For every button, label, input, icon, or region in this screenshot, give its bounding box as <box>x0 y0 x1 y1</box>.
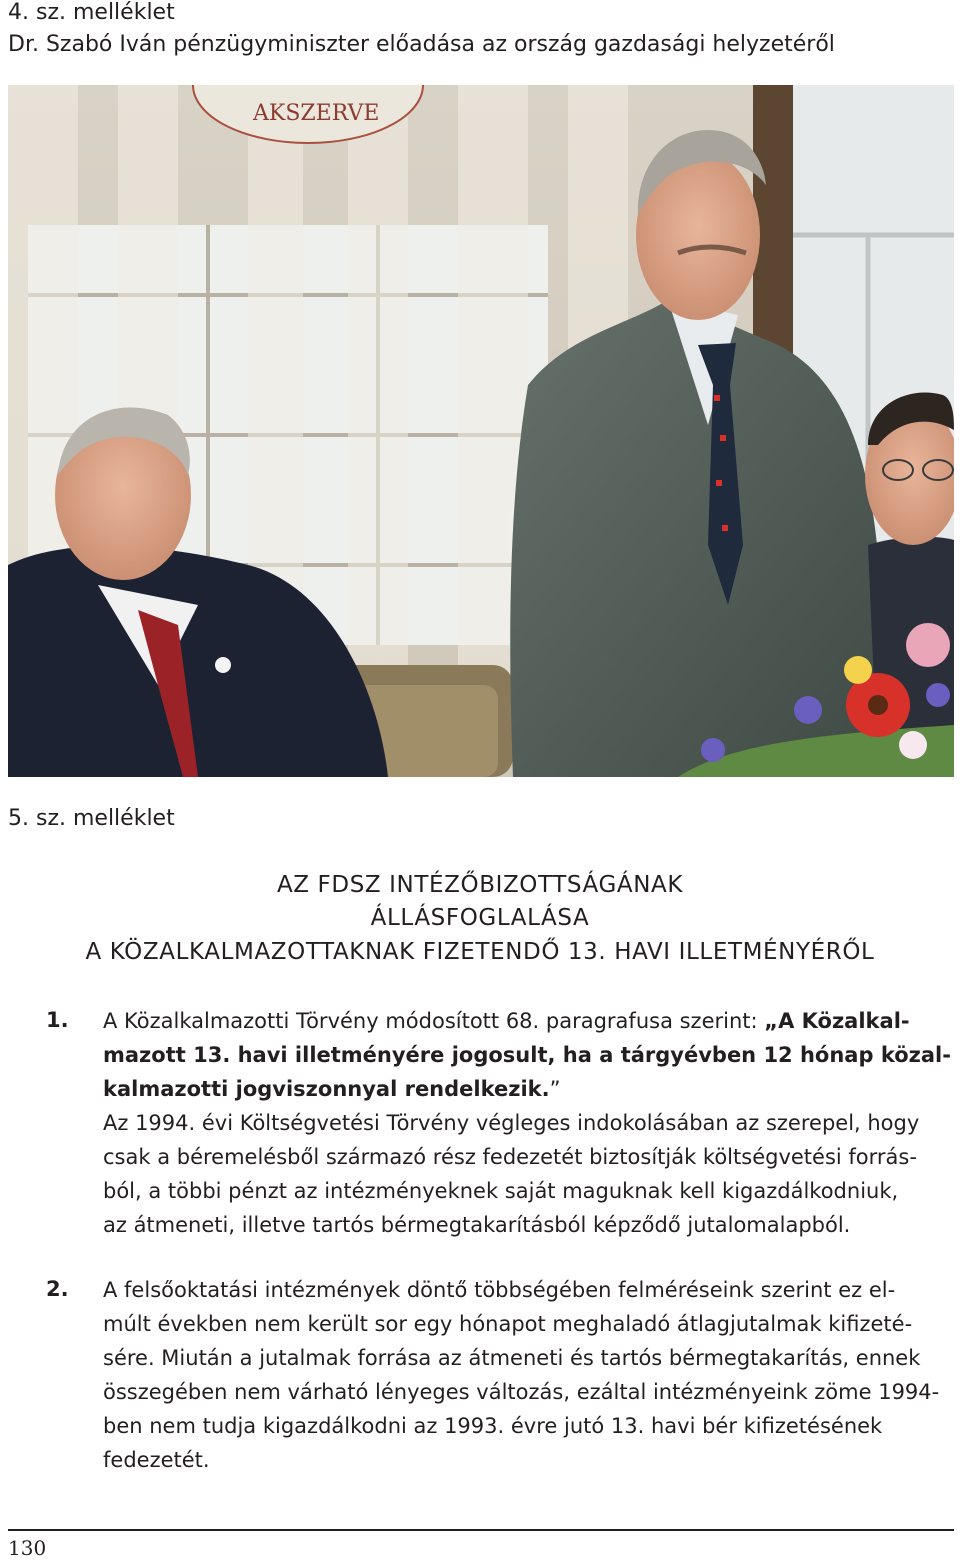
item-1-line-1 <box>103 1004 953 1038</box>
item-2-line-5: ben nem tudja kigazdálkodni az 1993. évre jutó 13. havi bér kifizetésének <box>103 1414 883 1438</box>
item-2-line-2: múlt években nem került sor egy hónapot meghaladó átlagjutalmak kifizeté- <box>103 1312 913 1336</box>
speech-photo <box>8 85 954 777</box>
document-heading-line-3: A KÖZALKALMAZOTTAKNAK FIZETENDŐ 13. HAVI ILLETMÉNYÉRŐL <box>85 939 875 965</box>
item-1-line-3-bold: kalmazotti jogviszonnyal rendelkezik. <box>103 1077 550 1101</box>
document-heading-line-1: AZ FDSZ INTÉZŐBIZOTTSÁGÁNAK <box>276 872 684 898</box>
item-1-line-1-plain: A Közalkalmazotti Törvény módosított 68. paragrafusa szerint: <box>103 1009 765 1033</box>
item-1-line-7: az átmeneti, illetve tartós bérmegtakarításból képződő jutalomalapból. <box>103 1213 851 1237</box>
item-1-number: 1. <box>46 1008 69 1032</box>
item-1-paragraph <box>103 1004 953 1242</box>
item-1-quote-end: ” <box>549 1077 561 1101</box>
item-2-paragraph <box>103 1273 953 1477</box>
item-2-line-3: sére. Miután a jutalmak forrása az átmeneti és tartós bérmegtakarítás, ennek <box>103 1346 921 1370</box>
annex-4-label: 4. sz. melléklet <box>8 0 175 25</box>
item-1-line-2: mazott 13. havi illetményére jogosult, ha a tárgyévben 12 hónap közal- <box>103 1043 951 1067</box>
item-1-line-6: ból, a többi pénzt az intézményeknek saját maguknak kell kigazdálkodniuk, <box>103 1179 899 1203</box>
document-heading-line-2: ÁLLÁSFOGLALÁSA <box>370 905 590 931</box>
item-1-line-5: csak a béremelésből származó rész fedezetét biztosítják költségvetési forrás- <box>103 1145 917 1169</box>
item-2-line-6: fedezetét. <box>103 1448 210 1472</box>
page-number: 130 <box>8 1536 47 1560</box>
item-2-line-1: A felsőoktatási intézmények döntő többségében felméréseink szerint ez el- <box>103 1278 896 1302</box>
item-1-line-3 <box>103 1072 953 1106</box>
footer-rule <box>8 1529 954 1531</box>
item-2-line-4: összegében nem várható lényeges változás, ezáltal intézményeink zöme 1994- <box>103 1380 940 1404</box>
banner-text: AKSZERVE <box>253 101 380 126</box>
item-1-line-4: Az 1994. évi Költségvetési Törvény végleges indokolásában az szerepel, hogy <box>103 1111 920 1135</box>
annex-5-label: 5. sz. melléklet <box>8 806 175 831</box>
item-1-quote-start: „A Közalkal- <box>764 1009 910 1033</box>
annex-4-title: Dr. Szabó Iván pénzügyminiszter előadása az ország gazdasági helyzetéről <box>8 32 835 57</box>
item-2-number: 2. <box>46 1277 69 1301</box>
